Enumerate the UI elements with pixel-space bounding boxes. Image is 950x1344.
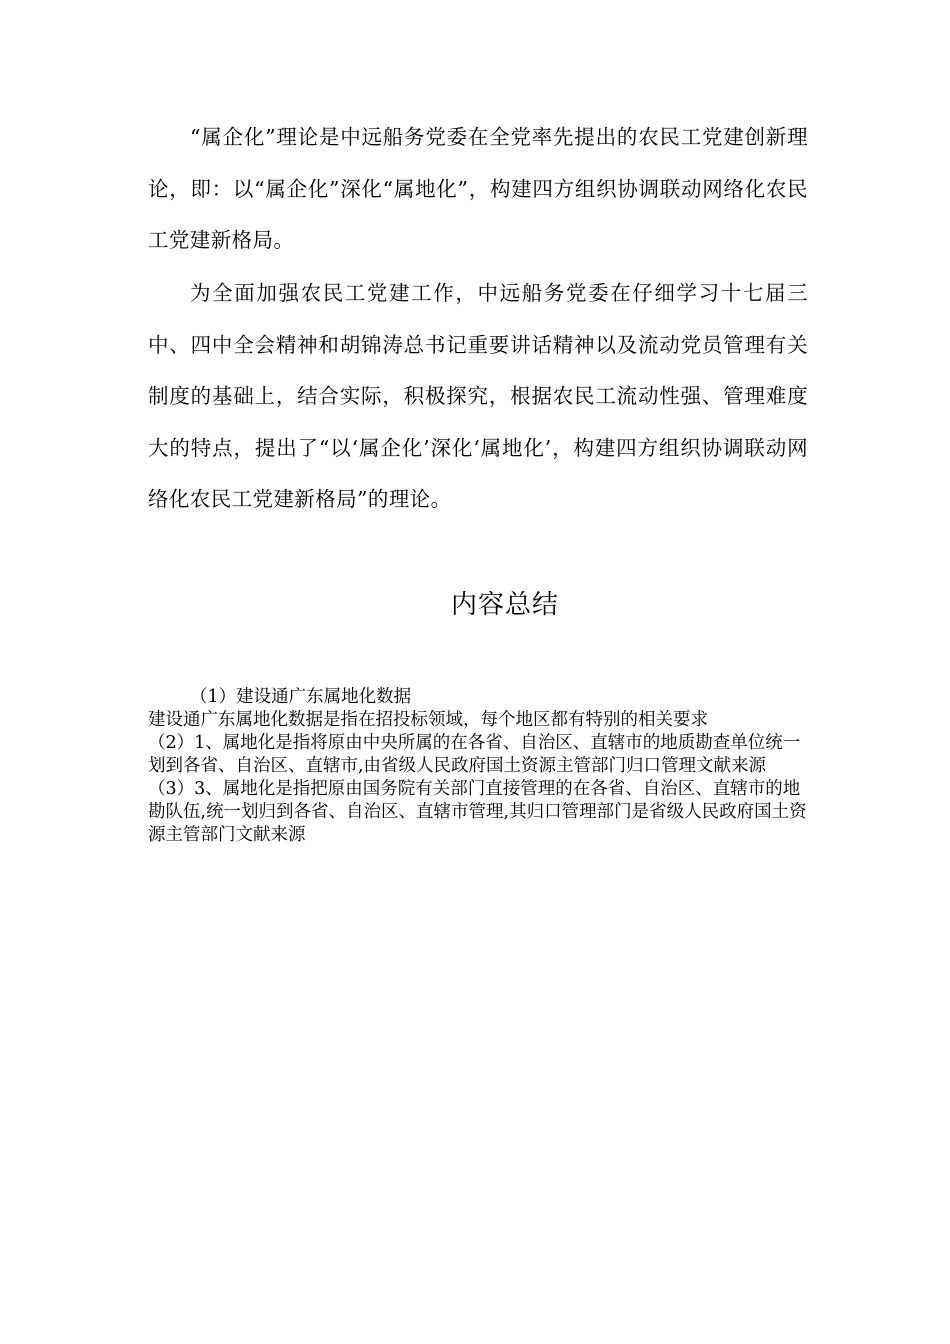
intro-paragraph-1: “属企化”理论是中远船务党委在全党率先提出的农民工党建创新理论，即：以“属企化”深化“属地化”，构建四方组织协调联动网络化农民工党建新格局。 xyxy=(148,125,808,252)
intro-paragraph-2: 为全面加强农民工党建工作，中远船务党委在仔细学习十七届三中、四中全会精神和胡锦涛总书记重要讲话精神以及流动党员管理有关制度的基础上，结合实际，积极探究，根据农民工流动性强、管理难度大的特点，提出了“以‘属企化’深化‘属地化’，构建四方组织协调联动网络化农民工党建新格局”的理论。 xyxy=(148,281,808,511)
summary-item-1-title: （1）建设通广东属地化数据 xyxy=(190,687,412,707)
summary-item-1-body: 建设通广东属地化数据是指在招投标领域，每个地区都有特别的相关要求 xyxy=(148,710,708,730)
summary-heading: 内容总结 xyxy=(450,590,559,620)
summary-item-2: （2）1、属地化是指将原由中央所属的在各省、自治区、直辖市的地质勘查单位统一划到各省、自治区、直辖市,由省级人民政府国土资源主管部门归口管理文献来源 xyxy=(148,733,801,776)
summary-section xyxy=(148,686,808,847)
summary-item-3: （3）3、属地化是指把原由国务院有关部门直接管理的在各省、自治区、直辖市的地勘队伍,统一划归到各省、自治区、直辖市管理,其归口管理部门是省级人民政府国土资源主管部门文献来源 xyxy=(148,779,807,845)
